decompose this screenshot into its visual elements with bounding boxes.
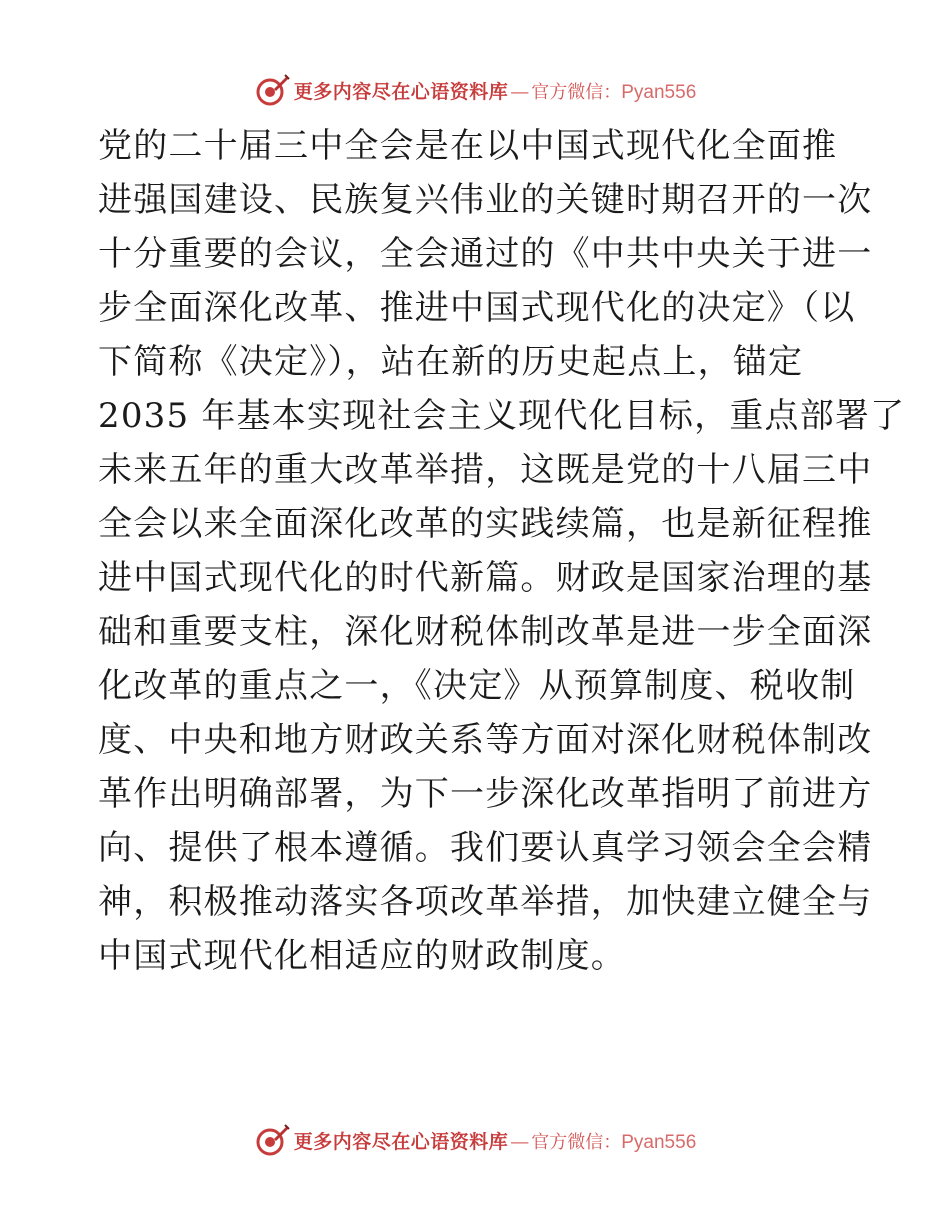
body-line-15: 神，积极推动落实各项改革举措，加快建立健全与 bbox=[98, 882, 873, 922]
body-line-1: 党的二十届三中全会是在以中国式现代化全面推 bbox=[98, 126, 838, 166]
footer-banner bbox=[0, 1120, 950, 1160]
body-line-6: 2035 年基本实现社会主义现代化目标，重点部署了 bbox=[98, 396, 906, 436]
body-line-10: 础和重要支柱，深化财税体制改革是进一步全面深 bbox=[98, 612, 873, 652]
header-banner-main: 更多内容尽在心语资料库 bbox=[293, 80, 509, 103]
body-line-2: 进强国建设、民族复兴伟业的关键时期召开的一次 bbox=[98, 180, 873, 220]
body-paragraph bbox=[98, 119, 906, 983]
body-line-16: 中国式现代化相适应的财政制度。 bbox=[98, 936, 626, 976]
footer-banner-id: Pyan556 bbox=[621, 1131, 697, 1153]
body-line-14: 向、提供了根本遵循。我们要认真学习领会全会精 bbox=[98, 828, 873, 868]
footer-banner-text bbox=[294, 1127, 697, 1154]
footer-banner-sub: 官方微信： bbox=[531, 1131, 622, 1153]
body-line-9: 进中国式现代化的时代新篇。财政是国家治理的基 bbox=[98, 558, 873, 598]
footer-banner-dash: — bbox=[510, 1130, 530, 1153]
body-line-11: 化改革的重点之一，《决定》从预算制度、税收制 bbox=[98, 666, 856, 706]
footer-banner-main: 更多内容尽在心语资料库 bbox=[293, 1130, 509, 1153]
body-line-3: 十分重要的会议，全会通过的《中共中央关于进一 bbox=[98, 234, 873, 274]
body-line-4: 步全面深化改革、推进中国式现代化的决定》（以 bbox=[98, 288, 856, 328]
body-line-8: 全会以来全面深化改革的实践续篇，也是新征程推 bbox=[98, 504, 873, 544]
pen-logo-icon bbox=[254, 72, 290, 108]
body-line-13: 革作出明确部署，为下一步深化改革指明了前进方 bbox=[98, 774, 873, 814]
header-banner-dash: — bbox=[510, 80, 530, 103]
header-banner-sub: 官方微信： bbox=[531, 81, 622, 103]
body-line-7: 未来五年的重大改革举措，这既是党的十八届三中 bbox=[98, 450, 873, 490]
body-line-12: 度、中央和地方财政关系等方面对深化财税体制改 bbox=[98, 720, 873, 760]
pen-logo-icon bbox=[254, 1122, 290, 1158]
header-banner-id: Pyan556 bbox=[621, 81, 697, 103]
header-banner bbox=[0, 70, 950, 110]
header-banner-text bbox=[294, 77, 697, 104]
body-line-5: 下简称《决定》），站在新的历史起点上，锚定 bbox=[98, 342, 804, 382]
